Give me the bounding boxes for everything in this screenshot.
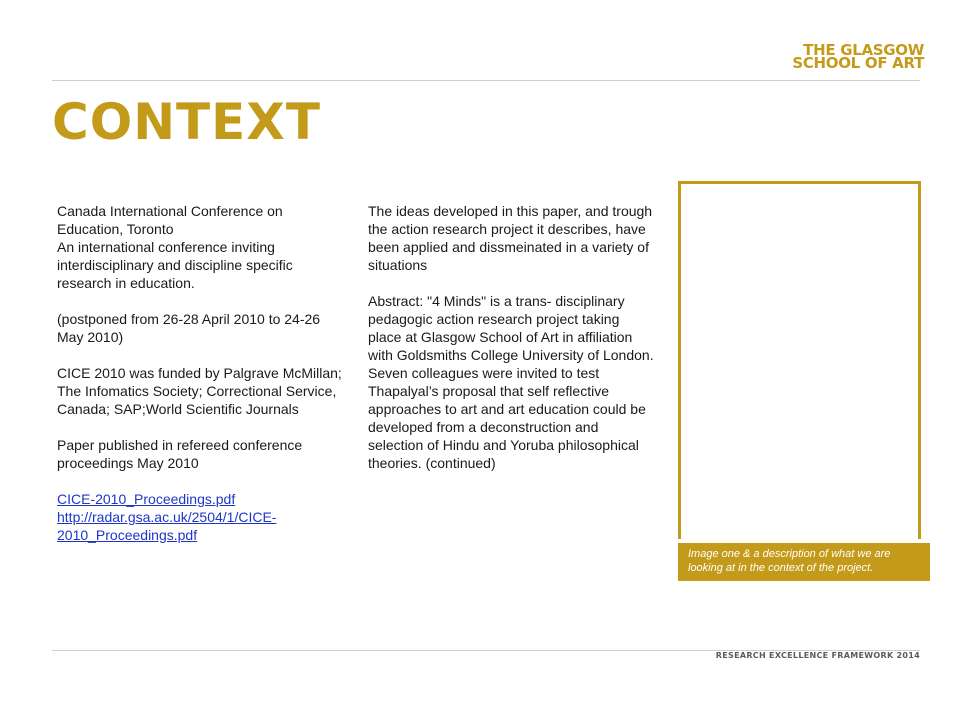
radar-url-link[interactable]: http://radar.gsa.ac.uk/2504/1/CICE- 2010_Proceedings.pdf	[57, 509, 277, 543]
ideas-paragraph: The ideas developed in this paper, and trough the action research project it describes, have been applied and dissmeinated in a variety of situations	[368, 203, 653, 273]
right-text-column	[368, 202, 656, 472]
abstract-paragraph: Abstract: "4 Minds" is a trans- disciplinary pedagogic action research project taking place at Glasgow School of Art in affiliation with Goldsmiths College University of London. Seven colleagues were invited to test Thapalyal’s proposal that self reflective approaches to art and art education could be developed from a deconstruction and selection of Hindu and Yoruba philosophical theories. (continued)	[368, 293, 654, 471]
slide-title: CONTEXT	[52, 93, 321, 151]
proceedings-pdf-link[interactable]: CICE-2010_Proceedings.pdf	[57, 491, 236, 507]
left-text-column	[57, 202, 342, 544]
glasgow-school-of-art-logo	[792, 41, 924, 72]
logo-line-2: SCHOOL OF ART	[792, 54, 924, 72]
conference-description: Canada International Conference on Education, Toronto An international conference inviting interdisciplinary and discipline specific research in education.	[57, 203, 293, 291]
funding-note: CICE 2010 was funded by Palgrave McMillan; The Infomatics Society; Correctional Service, Canada; SAP;World Scientific Journals	[57, 365, 342, 417]
image-placeholder-frame	[678, 181, 921, 539]
top-divider	[52, 80, 920, 81]
logo-line-1: THE GLASGOW	[803, 41, 924, 59]
postponed-note: (postponed from 26-28 April 2010 to 24-26 May 2010)	[57, 311, 321, 345]
footer-label: RESEARCH EXCELLENCE FRAMEWORK 2014	[715, 651, 920, 660]
publication-note: Paper published in refereed conference proceedings May 2010	[57, 437, 303, 471]
image-caption: Image one & a description of what we are looking at in the context of the project.	[678, 543, 930, 581]
